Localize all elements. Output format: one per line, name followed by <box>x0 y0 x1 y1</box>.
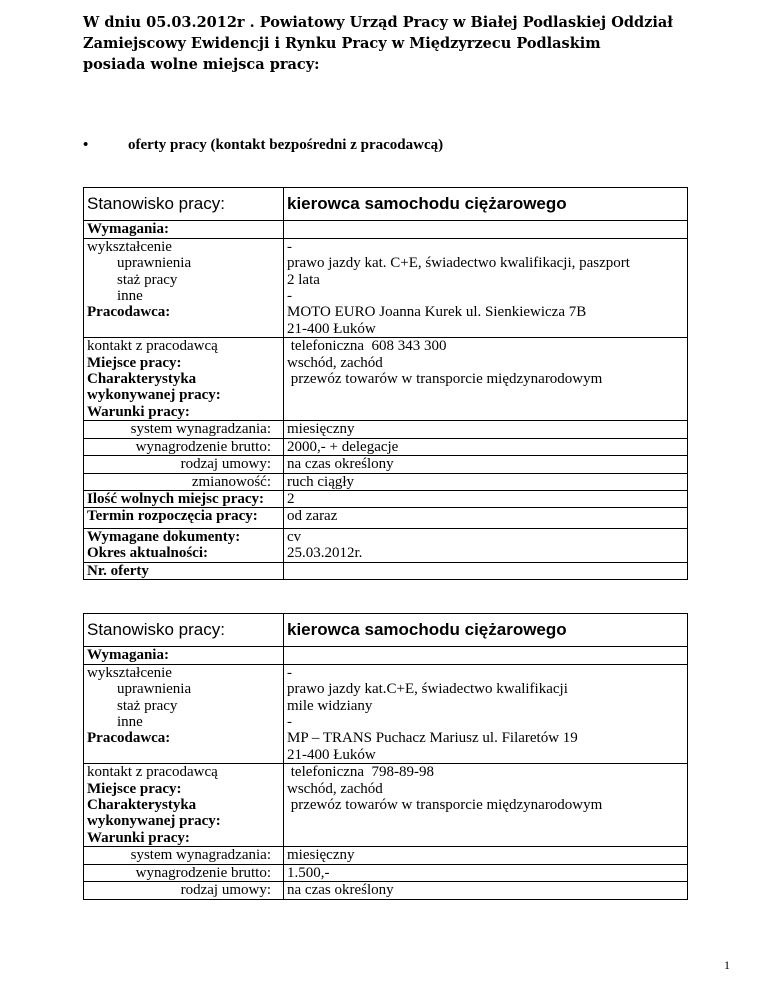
requirements-row <box>84 647 688 664</box>
contract-row <box>84 882 688 899</box>
place-value: wschód, zachód <box>287 354 383 371</box>
education-label: wykształcenie <box>87 664 172 681</box>
openings-value: 2 <box>284 490 688 507</box>
gross-pay-row <box>84 438 688 455</box>
offer-number-value <box>284 562 688 579</box>
position-value: kierowca samochodu ciężarowego <box>284 614 688 647</box>
offer-number-label: Nr. oferty <box>84 562 284 579</box>
contract-value: na czas określony <box>284 882 688 899</box>
contact-value: telefoniczna 608 343 300 <box>287 338 447 355</box>
offer-title-row <box>84 188 688 221</box>
pay-system-value: miesięczny <box>284 847 688 864</box>
gross-pay-value: 1.500,- <box>284 864 688 881</box>
header-line-1: W dniu 05.03.2012r . Powiatowy Urząd Pracy w Białej Podlaskiej Oddział <box>83 14 673 31</box>
pay-system-row <box>84 847 688 864</box>
position-value: kierowca samochodu ciężarowego <box>284 188 688 221</box>
shifts-value: ruch ciągły <box>284 473 688 490</box>
characteristics-value: przewóz towarów w transporcie międzynarodowym <box>287 797 603 814</box>
education-label: wykształcenie <box>87 238 172 255</box>
requirements-label: Wymagania: <box>87 221 169 238</box>
contact-label: kontakt z pracodawcą <box>87 764 218 781</box>
pay-system-row <box>84 421 688 438</box>
job-offer-table-1 <box>83 187 688 580</box>
characteristics-label-1: Charakterystyka <box>87 371 197 388</box>
employer-line-1: MP – TRANS Puchacz Mariusz ul. Filaretów 19 <box>287 730 578 747</box>
contact-value: telefoniczna 798-89-98 <box>287 764 435 781</box>
job-offer-table-2 <box>83 613 688 900</box>
contract-value: na czas określony <box>284 456 688 473</box>
header-line-3: posiada wolne miejsca pracy: <box>83 56 320 73</box>
permissions-value: prawo jazdy kat. C+E, świadectwo kwalifikacji, paszport <box>287 255 630 272</box>
documents-row <box>84 528 688 562</box>
contract-row <box>84 456 688 473</box>
contact-label: kontakt z pracodawcą <box>87 338 218 355</box>
bullet-item <box>83 136 443 154</box>
contract-label: rodzaj umowy: <box>180 456 271 473</box>
characteristics-value: przewóz towarów w transporcie międzynarodowym <box>287 371 603 388</box>
start-row <box>84 508 688 528</box>
requirements-details-row <box>84 238 688 337</box>
gross-pay-value: 2000,- + delegacje <box>284 438 688 455</box>
contact-row <box>84 764 688 847</box>
other-value: - <box>287 288 292 305</box>
documents-value: cv <box>287 528 302 545</box>
gross-pay-label: wynagrodzenie brutto: <box>135 438 271 455</box>
shifts-row <box>84 473 688 490</box>
validity-value: 25.03.2012r. <box>287 545 363 562</box>
permissions-label: uprawnienia <box>117 681 192 698</box>
conditions-label: Warunki pracy: <box>87 829 190 846</box>
characteristics-label-1: Charakterystyka <box>87 797 197 814</box>
requirements-label: Wymagania: <box>87 647 169 664</box>
bullet-text: oferty pracy (kontakt bezpośredni z pracodawcą) <box>128 137 444 153</box>
pay-system-value: miesięczny <box>284 421 688 438</box>
openings-label: Ilość wolnych miejsc pracy: <box>84 490 284 507</box>
gross-pay-row <box>84 864 688 881</box>
place-value: wschód, zachód <box>287 780 383 797</box>
requirements-row <box>84 221 688 238</box>
employer-line-2: 21-400 Łuków <box>287 746 376 763</box>
employer-line-1: MOTO EURO Joanna Kurek ul. Sienkiewicza 7B <box>287 304 587 321</box>
conditions-label: Warunki pracy: <box>87 403 190 420</box>
position-label: Stanowisko pracy: <box>84 188 284 221</box>
gross-pay-label: wynagrodzenie brutto: <box>135 864 271 881</box>
experience-label: staż pracy <box>117 271 178 288</box>
experience-label: staż pracy <box>117 697 178 714</box>
place-label: Miejsce pracy: <box>87 354 182 371</box>
requirements-details-row <box>84 664 688 763</box>
characteristics-label-2: wykonywanej pracy: <box>87 387 221 404</box>
employer-line-2: 21-400 Łuków <box>287 320 376 337</box>
employer-label: Pracodawca: <box>87 304 171 321</box>
bullet-icon: • <box>83 137 89 153</box>
permissions-value: prawo jazdy kat.C+E, świadectwo kwalifikacji <box>287 681 568 698</box>
place-label: Miejsce pracy: <box>87 780 182 797</box>
education-value: - <box>287 238 292 255</box>
experience-value: mile widziany <box>287 697 373 714</box>
employer-label: Pracodawca: <box>87 730 171 747</box>
page-number: 1 <box>724 958 730 972</box>
other-label: inne <box>117 714 143 731</box>
start-label: Termin rozpoczęcia pracy: <box>84 508 284 528</box>
pay-system-label: system wynagradzania: <box>130 421 271 438</box>
position-label: Stanowisko pracy: <box>84 614 284 647</box>
permissions-label: uprawnienia <box>117 255 192 272</box>
contract-label: rodzaj umowy: <box>180 882 271 899</box>
characteristics-label-2: wykonywanej pracy: <box>87 813 221 830</box>
documents-label: Wymagane dokumenty: <box>87 528 241 545</box>
start-value: od zaraz <box>284 508 688 528</box>
pay-system-label: system wynagradzania: <box>130 847 271 864</box>
offer-title-row <box>84 614 688 647</box>
experience-value: 2 lata <box>287 271 320 288</box>
other-label: inne <box>117 288 143 305</box>
document-header <box>83 12 703 75</box>
header-line-2: Zamiejscowy Ewidencji i Rynku Pracy w Międzyrzecu Podlaskim <box>83 35 601 52</box>
education-value: - <box>287 664 292 681</box>
validity-label: Okres aktualności: <box>87 545 208 562</box>
other-value: - <box>287 714 292 731</box>
shifts-label: zmianowość: <box>191 473 271 490</box>
openings-row <box>84 490 688 507</box>
offer-number-row <box>84 562 688 579</box>
contact-row <box>84 338 688 421</box>
